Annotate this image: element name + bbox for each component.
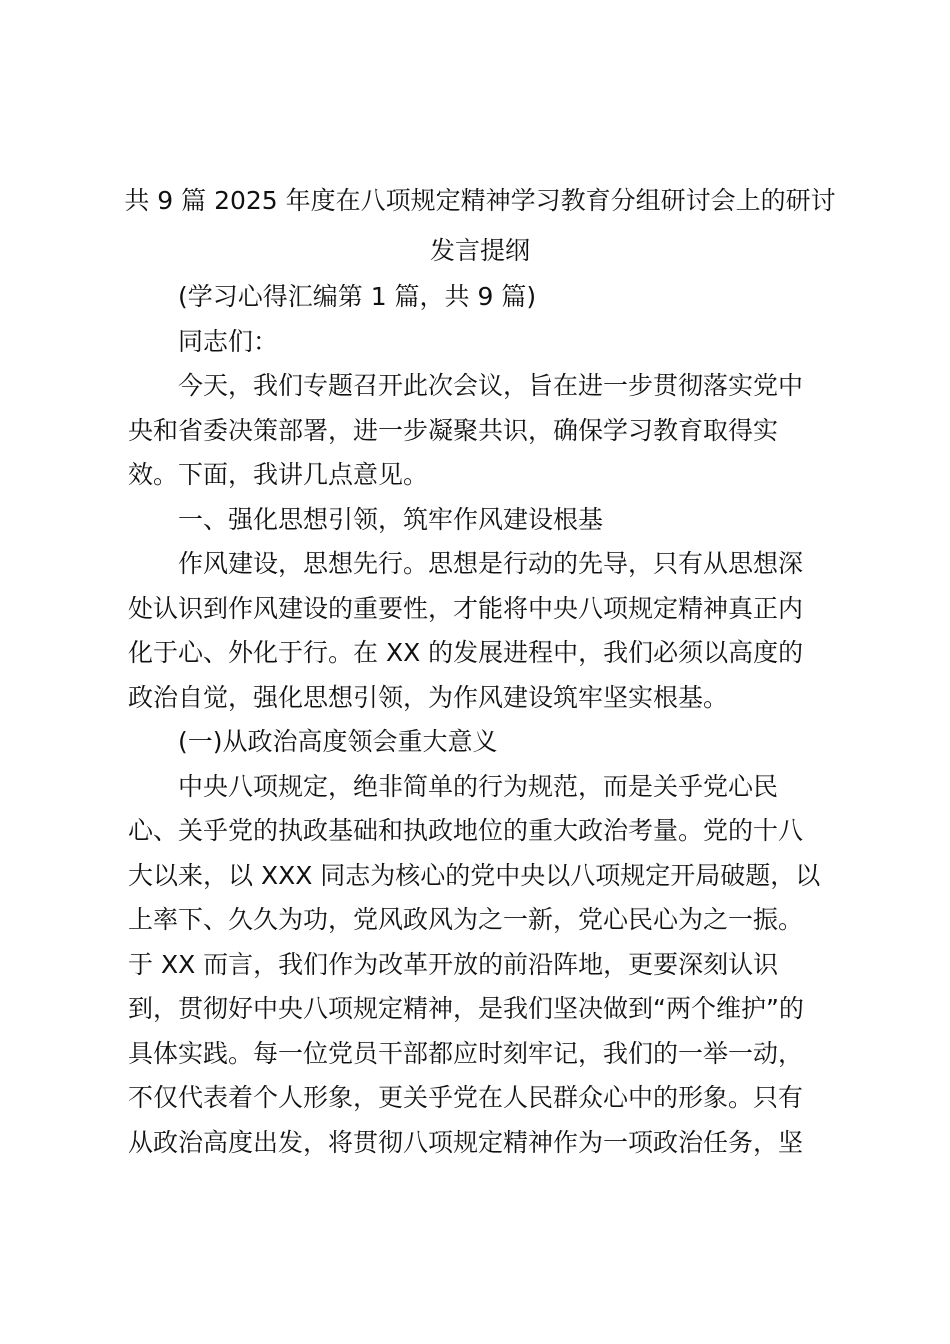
paragraph-line: 于 XX 而言，我们作为改革开放的前沿阵地，更要深刻认识 [128, 950, 779, 979]
document-title-line-1: 共 9 篇 2025 年度在八项规定精神学习教育分组研讨会上的研讨 [124, 186, 836, 215]
subsection-heading-1: (一)从政治高度领会重大意义 [178, 727, 498, 756]
paragraph-line: 政治自觉，强化思想引领，为作风建设筑牢坚实根基。 [128, 683, 729, 712]
paragraph-line: 处认识到作风建设的重要性，才能将中央八项规定精神真正内 [128, 594, 804, 623]
paragraph-line: 到，贯彻好中央八项规定精神，是我们坚决做到“两个维护”的 [128, 994, 804, 1023]
paragraph-line: 效。下面，我讲几点意见。 [128, 460, 429, 489]
document-title-line-2: 发言提纲 [429, 236, 530, 265]
paragraph-line: 上率下、久久为功，党风政风为之一新，党心民心为之一振。 [128, 905, 804, 934]
paragraph-line: 化于心、外化于行。在 XX 的发展进程中，我们必须以高度的 [128, 638, 804, 667]
paragraph-line: 从政治高度出发，将贯彻八项规定精神作为一项政治任务，坚 [128, 1128, 804, 1157]
paragraph-line: 作风建设，思想先行。思想是行动的先导，只有从思想深 [178, 549, 804, 578]
paragraph-line: 央和省委决策部署，进一步凝聚共识，确保学习教育取得实 [128, 416, 779, 445]
paragraph-line: 今天，我们专题召开此次会议，旨在进一步贯彻落实党中 [178, 371, 804, 400]
paragraph-line: 中央八项规定，绝非简单的行为规范，而是关乎党心民 [178, 772, 779, 801]
section-heading-1: 一、强化思想引领，筑牢作风建设根基 [178, 505, 604, 534]
paragraph-line: 具体实践。每一位党员干部都应时刻牢记，我们的一举一动， [128, 1039, 804, 1068]
paragraph-line: 不仅代表着个人形象，更关乎党在人民群众心中的形象。只有 [128, 1083, 804, 1112]
document-subtitle: (学习心得汇编第 1 篇，共 9 篇) [178, 282, 537, 311]
paragraph-line: 心、关乎党的执政基础和执政地位的重大政治考量。党的十八 [128, 816, 804, 845]
paragraph-line: 大以来，以 XXX 同志为核心的党中央以八项规定开局破题，以 [128, 861, 821, 890]
salutation: 同志们： [178, 327, 279, 356]
